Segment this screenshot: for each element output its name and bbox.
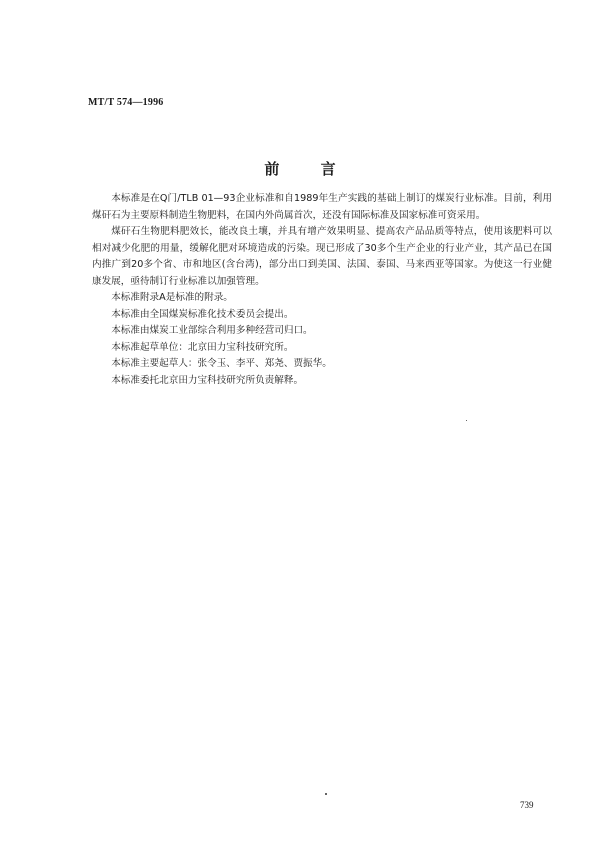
paragraph-appendix: 本标准附录A是标准的附录。	[111, 292, 233, 303]
paragraph-proposer: 本标准由全国煤炭标准化技术委员会提出。	[111, 308, 294, 320]
paragraph-drafting-unit: 本标准起草单位：北京田力宝科技研究所。	[111, 341, 294, 353]
page-title: 前 言	[264, 160, 354, 178]
standard-code: MT/T 574—1996	[88, 97, 164, 108]
scan-speck	[325, 793, 327, 795]
paragraph-benefits: 煤矸石生物肥料肥效长，能改良土壤，并具有增产效果明显、提高农产品品质等特点，使用该肥料可以相对减少化肥的用量，缓解化肥对环境造成的污染。现已形成了30多个生产企业的行业产业，其产品已在国内推广到20多个省、市和地区(含台湾)，部分出口到美国、法国、泰国、马来西亚等国家。为使这一行业健康发展，亟待制订行业标准以加强管理。	[92, 226, 552, 287]
foreword-body	[92, 191, 552, 389]
paragraph-drafters: 本标准主要起草人：张令玉、李平、郑尧、贾振华。	[111, 358, 332, 369]
paragraph-administrator: 本标准由煤炭工业部综合利用多种经营司归口。	[111, 325, 313, 336]
paragraph-background: 本标准是在Q门/TLB 01—93企业标准和自1989年生产实践的基础上制订的煤炭行业标准。目前，利用煤矸石为主要原料制造生物肥料，在国内外尚属首次，还没有国际标准及国家标准可资采用。	[92, 193, 552, 221]
scan-speck	[466, 420, 467, 421]
paragraph-interpretation: 本标准委托北京田力宝科技研究所负责解释。	[111, 374, 304, 386]
page-number: 739	[520, 800, 534, 810]
